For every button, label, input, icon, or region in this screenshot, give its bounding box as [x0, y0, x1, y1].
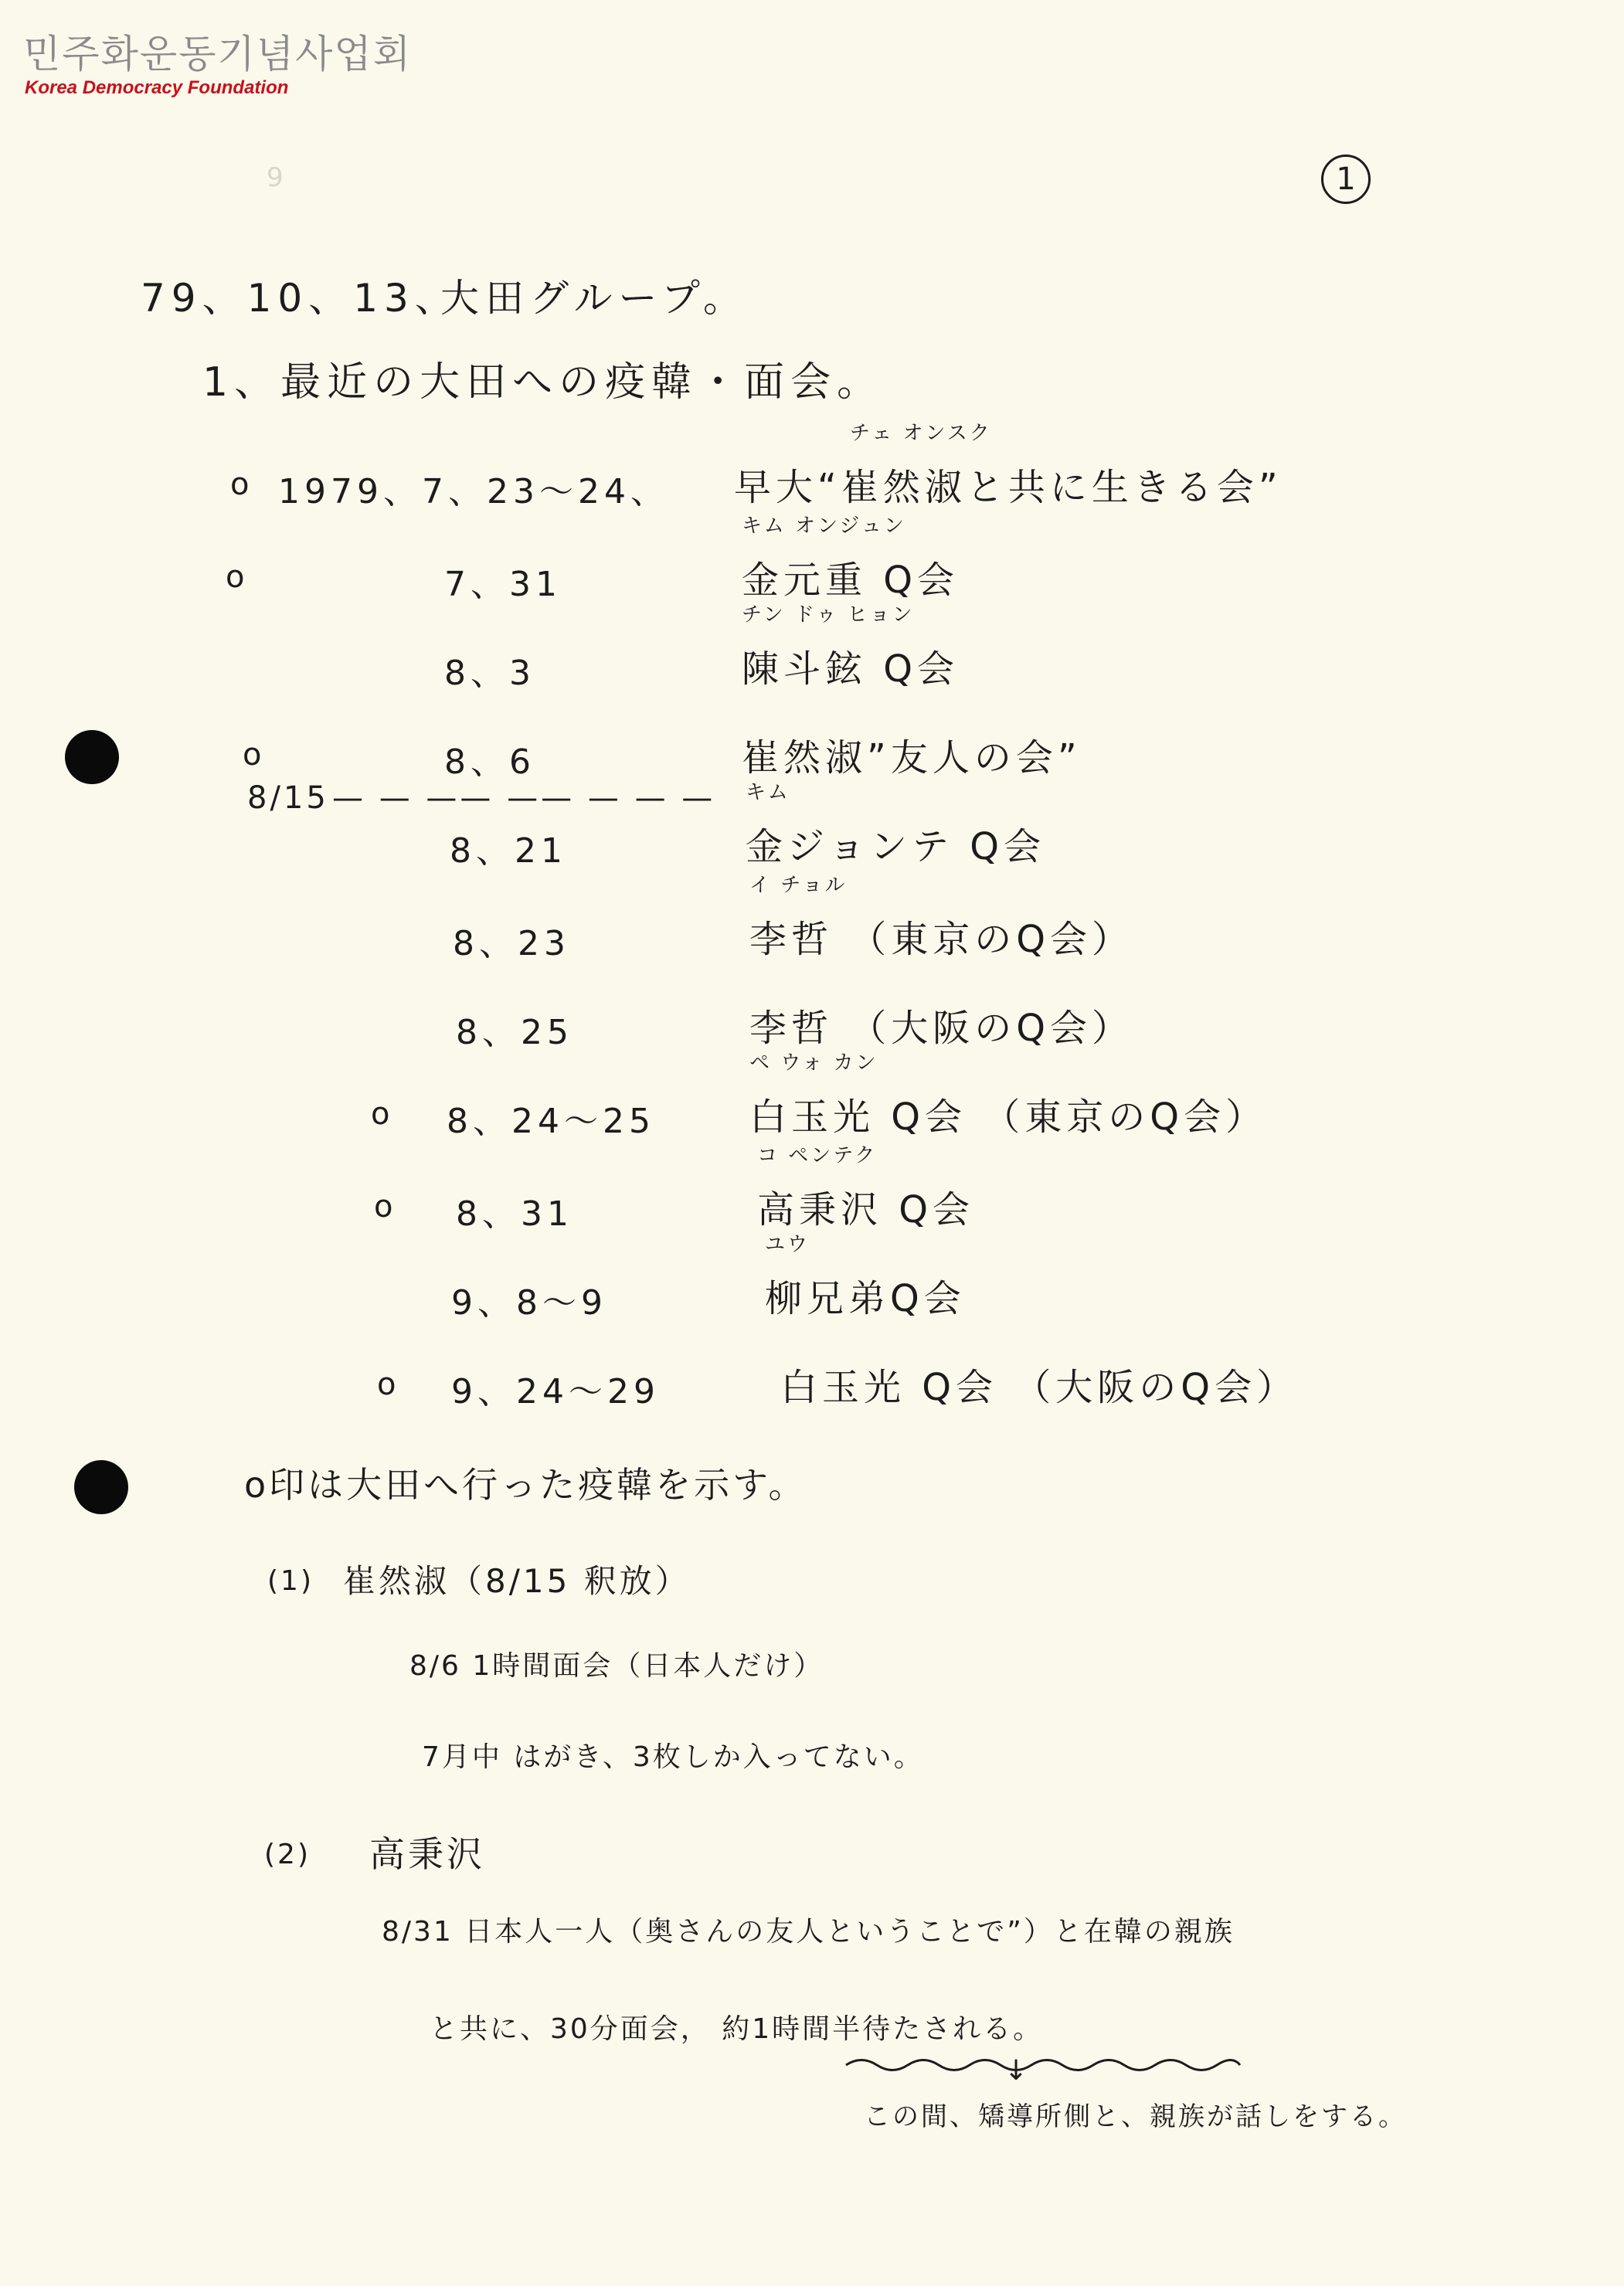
row-text: 高秉沢 Q会 [757, 1188, 975, 1231]
row-ruby: チェ オンスク [850, 422, 992, 445]
section-heading: 1、最近の大田への疫韓・面会。 [202, 359, 884, 406]
item1-number: (1) [267, 1565, 314, 1597]
row-text: 白玉光 Q会 （東京のQ会） [749, 1095, 1268, 1139]
item2-line3: この間、矯導所側と、親族が話しをする。 [864, 2101, 1407, 2132]
row-text: 李哲 （東京のQ会） [749, 918, 1134, 961]
item2-number: (2) [264, 1839, 311, 1870]
arrow-down-icon: ↓ [1004, 2055, 1028, 2087]
row-text: 早大“崔然淑と共に生きる会” [734, 466, 1283, 509]
item2-line1: 8/31 日本人一人（奥さんの友人ということで”）と在韓の親族 [382, 1916, 1235, 1948]
row-date: 8、3 [444, 654, 535, 693]
page-number: 1 [1321, 155, 1371, 204]
row-text: 柳兄弟Q会 [765, 1277, 966, 1320]
group-name: 大田グループ。 [440, 276, 748, 321]
row-ruby: キム オンジュン [742, 515, 906, 538]
row-bullet: o [371, 1096, 390, 1132]
row-date: 8、6 [444, 742, 535, 782]
row-ruby: イ チョル [749, 874, 848, 897]
item2-title: 高秉沢 [369, 1833, 485, 1875]
row-date: 1979、7、23〜24、 [278, 472, 669, 511]
row-text: 崔然淑”友人の会” [742, 736, 1082, 780]
row-ruby: ユウ [765, 1233, 810, 1256]
row-date: 9、24〜29 [451, 1372, 660, 1411]
row-text: 金ジョンテ Q会 [746, 825, 1046, 868]
row-bullet: o [374, 1189, 393, 1225]
row-text: 李哲 （大阪のQ会） [749, 1007, 1134, 1050]
row-ruby: コ ペンテク [757, 1144, 878, 1167]
wavy-underline [842, 2051, 1244, 2082]
legend-note: o印は大田へ行った疫韓を示す。 [244, 1464, 807, 1506]
row-date: 7、31 [444, 565, 562, 604]
item2-line2: と共に、30分面会， 約1時間半待たされる。 [430, 2013, 1044, 2045]
row-date: 9、8〜9 [451, 1283, 607, 1323]
faint-number: 9 [267, 162, 284, 193]
logo-english: Korea Democracy Foundation [25, 77, 289, 98]
row-ruby: キム [746, 781, 790, 804]
row-bullet: o [243, 737, 262, 773]
item1-line1: 8/6 1時間面会（日本人だけ） [409, 1650, 824, 1682]
document-date: 79、10、13、 [141, 276, 460, 321]
item1-title: 崔然淑（8/15 釈放） [343, 1562, 691, 1600]
row-text: 陳斗鉉 Q会 [742, 647, 960, 691]
row-ruby: チン ドゥ ヒョン [742, 603, 915, 627]
row-date: 8、25 [456, 1013, 573, 1052]
punch-hole-bottom [74, 1460, 128, 1514]
row-date: 8、31 [456, 1194, 573, 1234]
row-date: 8、21 [450, 831, 567, 871]
row-ruby: ペ ウォ カン [749, 1051, 878, 1075]
row-text: 白玉光 Q会 （大阪のQ会） [780, 1366, 1299, 1409]
item1-line2: 7月中 はがき、3枚しか入ってない。 [422, 1741, 924, 1773]
row-bullet: o [230, 467, 250, 502]
row-date: 8、24〜25 [447, 1102, 655, 1141]
separator-label: 8/15 [247, 780, 329, 816]
logo-korean: 민주화운동기념사업회 [23, 32, 412, 76]
row-bullet: o [226, 559, 245, 595]
row-date: 8、23 [453, 924, 570, 963]
row-text: 金元重 Q会 [742, 559, 960, 602]
row-bullet: o [377, 1367, 396, 1402]
punch-hole-top [65, 730, 119, 784]
separator-line: — — —— —— — — — [332, 780, 716, 816]
